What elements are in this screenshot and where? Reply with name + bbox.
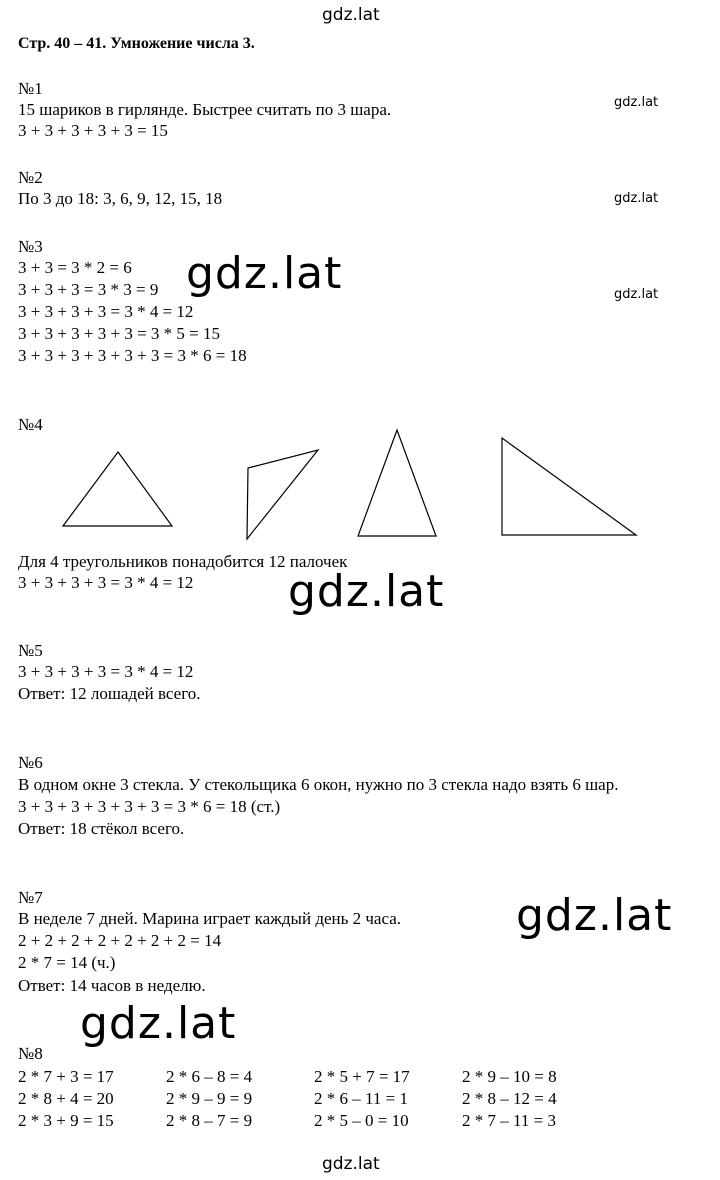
task-line: 3 + 3 + 3 = 3 * 3 = 9 xyxy=(18,280,159,299)
equation-cell: 2 * 7 – 11 = 3 xyxy=(462,1111,556,1130)
task-line: В неделе 7 дней. Марина играет каждый день 2 часа. xyxy=(18,909,402,928)
equation-cell: 2 * 3 + 9 = 15 xyxy=(18,1111,114,1130)
task-line: Для 4 треугольников понадобится 12 палочек xyxy=(18,552,348,571)
watermark-large: gdz.lat xyxy=(186,248,343,299)
page-title: Стр. 40 – 41. Умножение числа 3. xyxy=(18,35,255,52)
triangle-3 xyxy=(358,430,436,536)
equation-cell: 2 * 7 + 3 = 17 xyxy=(18,1067,114,1086)
task-number: №5 xyxy=(18,641,43,660)
task-line: 3 + 3 + 3 + 3 + 3 + 3 = 3 * 6 = 18 (ст.) xyxy=(18,797,281,816)
task-line: 3 + 3 + 3 + 3 + 3 = 3 * 5 = 15 xyxy=(18,324,221,343)
task-line: В одном окне 3 стекла. У стекольщика 6 окон, нужно по 3 стекла надо взять 6 шар. xyxy=(18,775,619,794)
equation-cell: 2 * 6 – 8 = 4 xyxy=(166,1067,253,1086)
watermark-large: gdz.lat xyxy=(80,998,237,1049)
task-number: №3 xyxy=(18,237,43,256)
triangle-2 xyxy=(247,450,318,539)
task-line: Ответ: 12 лошадей всего. xyxy=(18,684,201,703)
triangle-4 xyxy=(502,438,636,535)
watermark-side: gdz.lat xyxy=(614,191,659,206)
equation-cell: 2 * 6 – 11 = 1 xyxy=(314,1089,408,1108)
task-number: №8 xyxy=(18,1044,43,1063)
task-number: №1 xyxy=(18,79,43,98)
task-number: №7 xyxy=(18,888,43,907)
task-line: 3 + 3 = 3 * 2 = 6 xyxy=(18,258,132,277)
watermark-bottom: gdz.lat xyxy=(322,1154,380,1174)
task-number: №6 xyxy=(18,753,43,772)
task-line: Ответ: 18 стёкол всего. xyxy=(18,819,185,838)
task-line: 3 + 3 + 3 + 3 + 3 + 3 = 3 * 6 = 18 xyxy=(18,346,247,365)
task-line: 3 + 3 + 3 + 3 = 3 * 4 = 12 xyxy=(18,573,194,592)
task-line: По 3 до 18: 3, 6, 9, 12, 15, 18 xyxy=(18,189,223,208)
equation-cell: 2 * 9 – 10 = 8 xyxy=(462,1067,557,1086)
watermark-side: gdz.lat xyxy=(614,287,659,302)
task-line: Ответ: 14 часов в неделю. xyxy=(18,976,206,995)
triangle-1 xyxy=(63,452,172,526)
equation-cell: 2 * 5 + 7 = 17 xyxy=(314,1067,410,1086)
equation-cell: 2 * 8 + 4 = 20 xyxy=(18,1089,114,1108)
equation-cell: 2 * 9 – 9 = 9 xyxy=(166,1089,253,1108)
watermark-large: gdz.lat xyxy=(516,890,673,941)
task-number: №4 xyxy=(18,415,43,434)
task-line: 3 + 3 + 3 + 3 = 3 * 4 = 12 xyxy=(18,302,194,321)
task-line: 2 * 7 = 14 (ч.) xyxy=(18,953,116,972)
equation-cell: 2 * 8 – 7 = 9 xyxy=(166,1111,253,1130)
watermark-side: gdz.lat xyxy=(614,95,659,110)
equation-cell: 2 * 8 – 12 = 4 xyxy=(462,1089,557,1108)
task-number: №2 xyxy=(18,168,43,187)
watermark-top: gdz.lat xyxy=(322,5,380,25)
task-line: 3 + 3 + 3 + 3 + 3 = 15 xyxy=(18,121,168,140)
task-line: 3 + 3 + 3 + 3 = 3 * 4 = 12 xyxy=(18,662,194,681)
task-line: 15 шариков в гирлянде. Быстрее считать по 3 шара. xyxy=(18,100,392,119)
task-line: 2 + 2 + 2 + 2 + 2 + 2 + 2 = 14 xyxy=(18,931,222,950)
equation-cell: 2 * 5 – 0 = 10 xyxy=(314,1111,409,1130)
watermark-large: gdz.lat xyxy=(288,566,445,617)
